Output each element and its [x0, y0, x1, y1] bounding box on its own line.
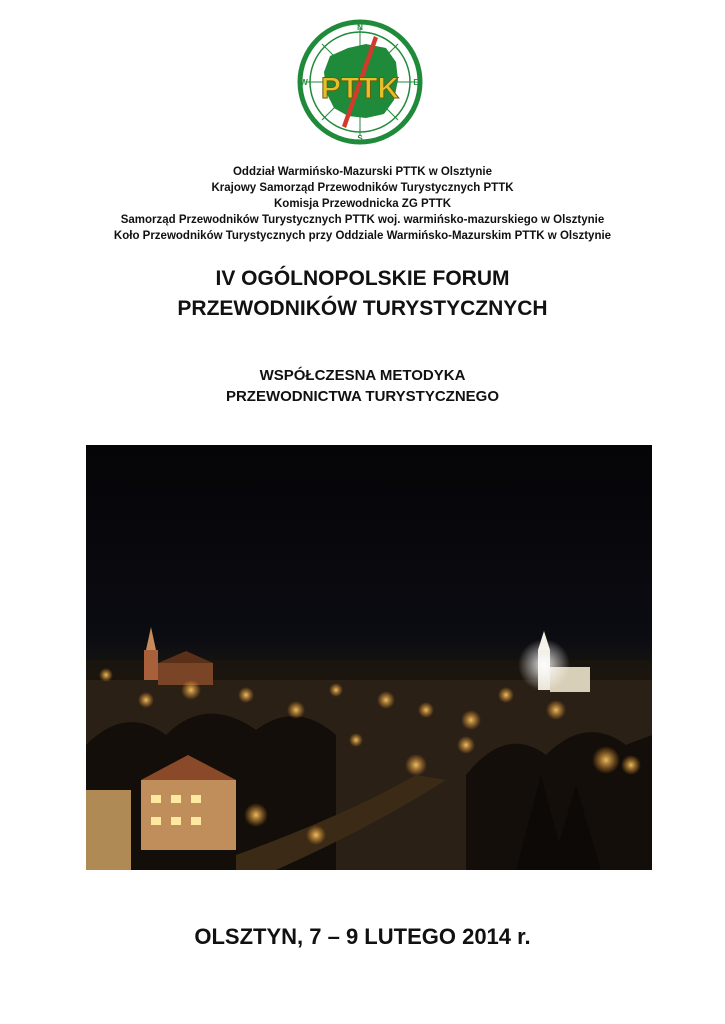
- organizer-line: Oddział Warmińsko-Mazurski PTTK w Olsztynie: [232, 166, 492, 178]
- organizers-list: [0, 164, 725, 244]
- title-line-1: IV OGÓLNOPOLSKIE FORUM: [215, 267, 510, 290]
- subtitle-line-1: WSPÓŁCZESNA METODYKA: [259, 367, 466, 384]
- compass-w: W: [300, 78, 308, 87]
- event-date-location: OLSZTYN, 7 – 9 LUTEGO 2014 r.: [194, 924, 531, 949]
- compass-s: S: [357, 134, 363, 143]
- title-line-2: PRZEWODNIKÓW TURYSTYCZNYCH: [177, 297, 548, 320]
- compass-n: N: [357, 23, 363, 32]
- compass-e: E: [413, 78, 419, 87]
- forum-subtitle: [0, 365, 725, 407]
- subtitle-line-2: PRZEWODNICTWA TURYSTYCZNEGO: [225, 388, 500, 405]
- night-city-photo: [86, 445, 652, 870]
- organizer-line: Krajowy Samorząd Przewodników Turystycznych PTTK: [211, 182, 514, 194]
- forum-title: [0, 264, 725, 324]
- pttk-logo: [296, 18, 424, 146]
- organizer-line: Koło Przewodników Turystycznych przy Oddziale Warmińsko-Mazurskim PTTK w Olsztynie: [113, 230, 612, 242]
- organizer-line: Komisja Przewodnicka ZG PTTK: [273, 198, 451, 210]
- organizer-line: Samorząd Przewodników Turystycznych PTTK woj. warmińsko-mazurskiego w Olsztynie: [120, 214, 605, 226]
- logo-text: PTTK: [320, 72, 400, 105]
